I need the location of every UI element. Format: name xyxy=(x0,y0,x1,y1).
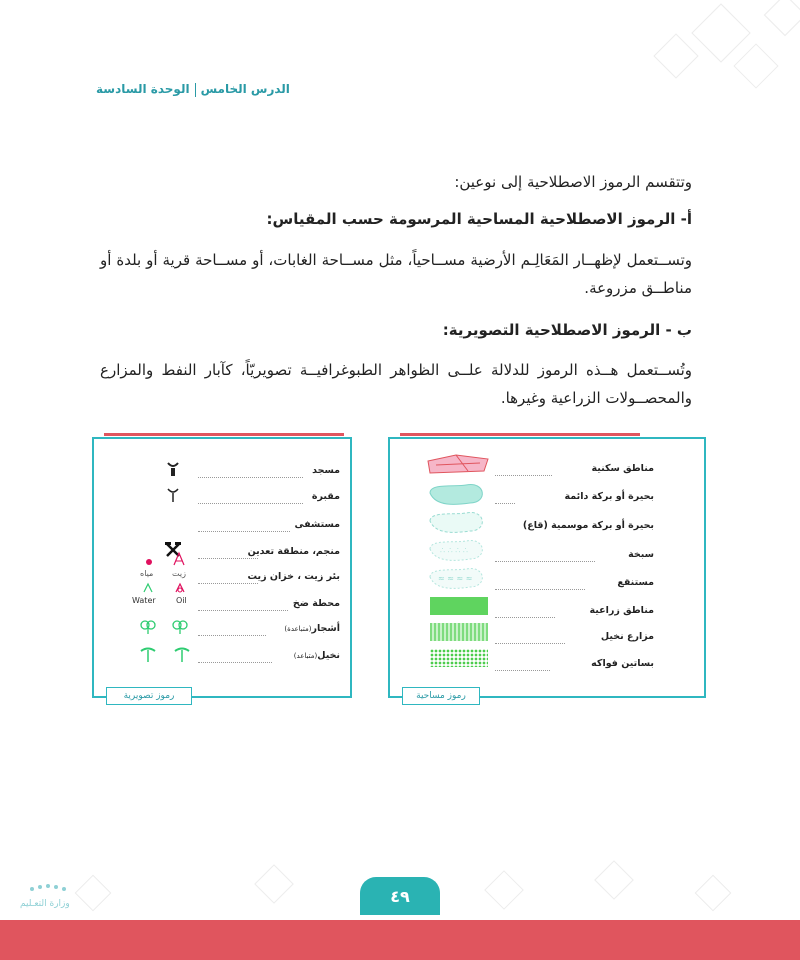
heading-a: أ- الرموز الاصطلاحية المساحية المرسومة حسب المقياس: xyxy=(266,210,692,228)
decor-diamond xyxy=(254,864,294,904)
water-arabic-label: مياه xyxy=(140,569,154,578)
page-number: ٤٩ xyxy=(360,877,440,915)
mosque-icon xyxy=(166,461,180,477)
trees-label: أشجار xyxy=(311,623,340,634)
leader-line xyxy=(198,635,266,636)
oil-english-label: Oil xyxy=(176,596,187,605)
lesson-label: الدرس الخامس xyxy=(200,82,290,96)
intro-text: وتتقسم الرموز الاصطلاحية إلى نوعين: xyxy=(454,173,692,191)
oil-arabic-label: زيت xyxy=(172,569,186,578)
heading-b: ب - الرموز الاصطلاحية التصويرية: xyxy=(442,321,692,339)
leader-line xyxy=(495,503,515,504)
leader-line xyxy=(198,558,258,559)
orchard-symbol xyxy=(430,649,488,667)
legend-agricultural: مناطق زراعية xyxy=(589,605,654,616)
box-top-bar xyxy=(400,433,640,436)
swamp-symbol xyxy=(426,565,490,591)
residential-symbol xyxy=(426,453,490,475)
publisher-name: وزارة التعـليم xyxy=(20,899,70,909)
water-pump-icon xyxy=(142,582,154,594)
palms-note: (متباعد) xyxy=(293,652,318,660)
legend-mine: منجم، منطقة تعدين xyxy=(247,546,340,557)
legend-cemetery: مقبرة xyxy=(311,491,340,502)
leader-line xyxy=(198,503,303,504)
water-english-label: Water xyxy=(132,596,156,605)
leader-line xyxy=(495,617,555,618)
decor-diamond xyxy=(764,0,800,36)
decor-diamond xyxy=(653,33,698,78)
legend-orchards: بساتين فواكه xyxy=(591,658,654,669)
palm-icon xyxy=(140,647,156,663)
box-top-bar xyxy=(104,433,344,436)
palms-label: نخيل xyxy=(317,650,340,661)
leader-line xyxy=(495,561,595,562)
logo-mark-icon xyxy=(20,882,80,896)
sabkha-symbol xyxy=(426,537,490,563)
agricultural-symbol xyxy=(430,597,488,615)
trees-note: (متباعدة) xyxy=(284,625,312,633)
svg-text:∴ ∴ ∴ ∴: ∴ ∴ ∴ ∴ xyxy=(440,546,468,555)
svg-text:≈ ≈ ≈ ≈: ≈ ≈ ≈ ≈ xyxy=(438,574,473,583)
oil-pump-icon xyxy=(174,582,186,594)
leader-line xyxy=(198,662,272,663)
permanent-lake-symbol xyxy=(426,481,490,507)
legend-pump-station: محطة ضخ xyxy=(292,598,340,609)
leader-line xyxy=(198,477,303,478)
page-header xyxy=(96,82,290,97)
cemetery-icon xyxy=(166,487,180,503)
legend-oil-well: بئر زيت ، خزان زيت xyxy=(247,571,340,582)
tree-icon xyxy=(172,619,188,635)
pictorial-symbols-box xyxy=(92,437,352,701)
header-divider xyxy=(195,83,196,97)
publisher-logo xyxy=(20,882,80,909)
decor-diamond xyxy=(695,875,732,912)
leader-line xyxy=(495,643,565,644)
leader-line xyxy=(198,610,288,611)
legend-palm-farms: مزارع نخيل xyxy=(600,631,654,642)
legend-palms xyxy=(294,650,340,666)
tree-icon xyxy=(140,619,156,635)
legend-mosque: مسجد xyxy=(312,465,340,476)
legend-sabkha: سبخة xyxy=(628,549,654,560)
leader-line xyxy=(198,531,290,532)
decor-diamond xyxy=(594,860,634,900)
paragraph-b: وتُســتعمل هــذه الرموز للدلالة علــى الظواهر الطبوغرافيــة تصويريّاً، كآبار النفط والمزارع والمحصــولات الزراعية وغيرها. xyxy=(100,361,692,407)
palm-icon xyxy=(174,647,190,663)
palm-farm-symbol xyxy=(430,623,488,641)
pictorial-box-label: رموز تصويرية xyxy=(106,687,192,705)
decor-diamond xyxy=(691,3,750,62)
legend-permanent-lake: بحيرة أو بركة دائمة xyxy=(564,491,654,502)
decor-diamond xyxy=(733,43,778,88)
legend-hospital: مستشفى xyxy=(294,519,340,530)
legend-seasonal-lake: بحيرة أو بركة موسمية (قاع) xyxy=(522,520,654,531)
oil-well-icon xyxy=(172,551,186,567)
seasonal-lake-symbol xyxy=(426,509,490,535)
decor-diamond xyxy=(75,875,112,912)
leader-line xyxy=(495,475,552,476)
legend-trees xyxy=(284,623,340,639)
leader-line xyxy=(495,670,550,671)
paragraph-a: وتســتعمل لإظهــار المَعَالِـم الأرضية مســاحياً، مثل مســاحة الغابات، أو مســاحة قرية أو بلدة أو مناطــق مزروعة. xyxy=(100,251,692,297)
areal-symbols-box xyxy=(388,437,706,701)
legend-swamp: مستنقع xyxy=(617,577,654,588)
leader-line xyxy=(495,589,585,590)
decor-diamond xyxy=(484,870,524,910)
unit-label: الوحدة السادسة xyxy=(96,82,190,96)
water-well-dot-icon xyxy=(146,559,152,565)
legend-residential: مناطق سكنية xyxy=(591,463,654,474)
areal-box-label: رموز مساحية xyxy=(402,687,480,705)
footer-band xyxy=(0,920,800,960)
hospital-crescent-icon xyxy=(166,515,180,531)
leader-line xyxy=(198,583,258,584)
